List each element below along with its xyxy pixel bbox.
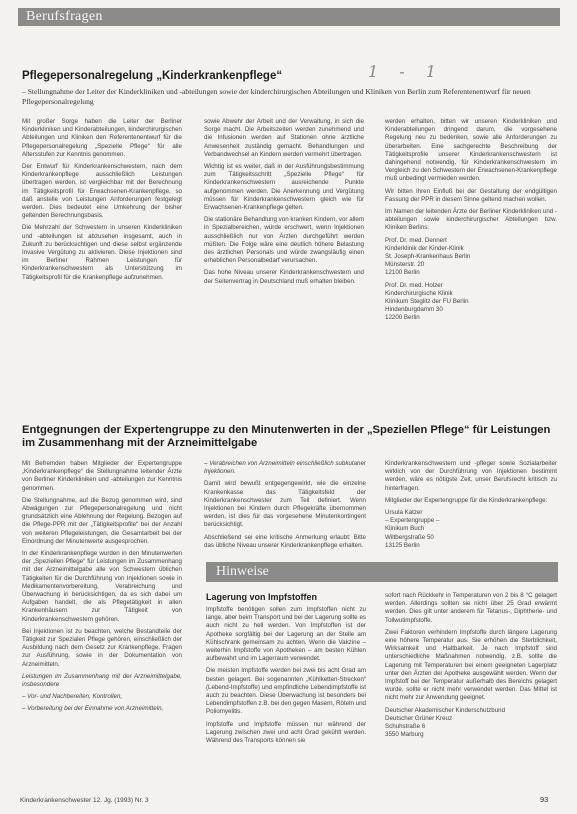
paragraph: Mitglieder der Expertengruppe für die Kinderkrankenpflege: — [385, 496, 548, 504]
paragraph: Kinderkrankenschwestern und -pfleger sowie Sozialarbeiter wirklich von der Durchführung von Injektionen bestimmt werden, wäre es nötigste Zeit, unser Berufsrecht kritisch zu hinterfragen. — [385, 460, 557, 492]
page-number: 93 — [540, 795, 549, 804]
list-item: – Vorbereitung bei der Einnahme von Arzneimitteln, — [22, 705, 164, 713]
paragraph: Die Stellungnahme, auf die Bezug genommen wird, sind Abwägungen zur Pflegepersonalregelung und nicht grundsätzlich eine Ablehnung der Regelung. Bezogen auf die Pflege-PPR mit der „Tätigkeitsprofile“ bei der Anzahl von weiteren Pflegeleistungen, die Gesamtarbeit bei der Einordnung der Minutenwerte ausgesprochen. — [22, 496, 182, 545]
article2-column-2 — [204, 460, 366, 554]
paragraph: Wichtig ist es weiter, daß in der Ausführungsbestimmung zum Tätigkeitsschritt „Spezielle Pflege“ für Kinderkrankenschwestern ausreichende Punkte aufgenommen werden. Die Anerkennung und Vergütung müssen für Kinderkrankenschwestern gleich wie für Erwachsenen-Krankenpflege gelten. — [204, 163, 364, 212]
paragraph: Zwei Faktoren verhindern Impfstoffe durch längere Lagerung eine höhere Temperatur aus. Sie erhöhen die Sterblichkeit, Wirksamkeit und Haltbarkeit. Je nach Impfstoff sind unterschiedliche Maßnahmen notwendig, z.B. sollte die Lagerung mit Temperaturen bei einem geeigneten Lagerplatz unter den Ärzten der Apotheke ausgewählt werden. Wenn der Impfstoff bei der Temperatur außerhalb des Bereichs gelagert wurde, sollte er nicht mehr verwendet werden. Das Mittel ist nicht mehr zur Anwendung geeignet. — [385, 628, 557, 702]
publication-footer: Kinderkrankenschwester 12. Jg. (1993) Nr. 3 — [20, 797, 149, 804]
paragraph: In der Kinderkrankenpflege wurden in den Minutenwerten der „Speziellen Pflege“ für Leistungen im Zusammenhang mit der Arzneimittelgabe alle von Schwestern üblichen Tätigkeiten für die Durchführung von Injektionen sowie in Medikamentenvorbereitung, Verabreichung und Überwachung in berücksichtigen, da es sich dabei um Aufgaben handelt, die als Pflegetätigkeit in allen Krankenhäusern zur Tätigkeit von Kinderkrankenschwestern gehören. — [22, 550, 182, 623]
paragraph: Die Mehrzahl der Schwestern in unseren Kinderkliniken und -abteilungen ist abzusehen insgesamt, auch in Zukunft zu berücksichtigen und diese selbst ergänzende Invasive Vergütung zu aktivieren. Diese Injektionen sind im Berliner Rahmen Leistungen für Kinderkrankenschwestern als Unterstützung im Tätigkeitsprofil für die Krankenpflege aufzunehmen. — [22, 224, 182, 281]
paragraph: Im Namen der leitenden Ärzte der Berliner Kinderkliniken und -abteilungen sowie kinderchirurgischer Abteilungen bzw. Kliniken Berlins: — [385, 208, 557, 232]
list-item: – Verabreichen von Arzneimitteln einschließlich subkutaner Injektionen. — [204, 460, 366, 476]
notices-banner: Hinweise — [206, 562, 558, 582]
paragraph: Die meisten Impfstoffe werden bei zwei bis acht Grad am besten gelagert. Bei sogenannten „Kühlketten-Strecken“ (Lebend-Impfstoffe) und empfindliche Lebendimpfstoffe ist auch zu beachten. Diese Überwachung ist besonders bei Lebendimpfstoffen z.B. bei den gegen Masern, Röteln und Poliomyelitis. — [206, 667, 366, 716]
article2-column-1 — [22, 460, 182, 718]
paragraph: Mit Befremden haben Mitglieder der Expertengruppe „Kinderkrankenpflege“ die Stellungnahme leitender Ärzte von Berliner Kinderkliniken und -abteilungen zur Kenntnis genommen. — [22, 460, 182, 492]
handwritten-margin-note: 1 - 1 — [368, 62, 444, 81]
signature-block: Prof. Dr. med. Dennert Kinderklinik der Kinder-Klinik St. Joseph-Krankenhaus Berlin Münsterstr. 20 12100 Berlin — [385, 236, 471, 277]
notices-article-title: Lagerung von Impfstoffen — [206, 592, 317, 602]
paragraph: Bei Injektionen ist zu beachten, welche Bestandteile der Tätigkeit zur Spezialen Pflege gehören, einschließlich der Ausbildung nach dem Gesetz zur Krankenpflege, Fragen zur Ausführung, sowie in der Dokumentation von Arzneimitteln. — [22, 627, 182, 668]
paragraph: sofort nach Rückkehr in Temperaturen von 2 bis 8 °C gelagert werden. Allerdings sollten sie nicht über 25 Grad erwärmt werden. Dies gilt unter anderem für Tetanus-, Diphtherie- und Tollwutimpfstoffe. — [385, 592, 557, 624]
signature-block: Ursula Katzer – Expertengruppe – Klinikum Buch Wiltbergstraße 50 13125 Berlin — [385, 509, 440, 549]
paragraph: Das hohe Niveau unserer Kinderkrankenschwestern und der Seitenvertrag in Deutschland muß erhalten bleiben. — [204, 269, 364, 285]
paragraph: werden erhalten, bitten wir unseren Kinderkliniken und Kinderabteilungen dringend darum, die vorgesehene Regelung neu zu bedenken, sowie alle Anforderungen zu überarbeiten. Eine sachgerechte Beschreibung der Tätigkeitsprofile unserer Kinderkrankenschwestern ist dahingehend notwendig, für Kinderkrankenschwestern im Vergleich zu den Schwestern der Erwachsenen-Krankenpflege muß unbedingt vermieden werden. — [385, 118, 557, 183]
article2-column-3 — [385, 460, 557, 554]
paragraph: Wir bitten Ihren Einfluß bei der Gestaltung der endgültigen Fassung der PPR in diesem Sinne geltend machen wollen. — [385, 187, 557, 203]
paragraph: Der Entwurf für Kinderkrankenschwestern, nach dem Kinderkrankenpflege ausschließlich Leistungen übertragen werden, ist vergleichbar mit der Berechnung im Tätigkeitsprofil für Erwachsenen-Krankenpflege, so daß anstelle von Leistungen Anforderungen festgelegt werden. Dies bedeutet eine Umkehrung der bisher geltenden Berechnungsbasis. — [22, 163, 182, 220]
notices-column-2 — [385, 592, 557, 743]
article2-title: Entgegnungen der Expertengruppe zu den Minutenwerten in der „Speziellen Pflege“ für Leistungen im Zusammenhang mit der Arzneimittelgabe — [22, 424, 551, 449]
list-item-text: Vor- und Nachbereiten, Kontrollen, — [27, 693, 123, 701]
article1-column-1 — [22, 118, 182, 286]
signature-block: Deutscher Akademischer Kinderschutzbund Deutscher Grüner Kreuz Schuhstraße 6 3550 Marburg — [385, 706, 506, 739]
signature-block: Prof. Dr. med. Holzer Kinderchirurgische Klinik Klinikum Steglitz der FU Berlin Hindenburgdamm 30 12200 Berlin — [385, 281, 469, 322]
paragraph: Damit wird bewußt entgegengewirkt, wie die einzelne Krankenkasse das Tätigkeitsfeld der Kinderkrankenschwester zum Teil definiert. Wenn Injektionen bei Kindern durch Pflegekräfte übernommen werden, ist dies für das vorgesehene Minutenkontingent berücksichtigt. — [204, 480, 366, 529]
article1-lead: – Stellungnahme der Leiter der Kinderkliniken und -abteilungen sowie der kinderchirurgischen Abteilungen und Kliniken von Berlin zum Referentenentwurf für neuen Pflegepersonalregelung — [22, 87, 531, 106]
notices-column-1 — [206, 606, 366, 749]
paragraph: Mit großer Sorge haben die Leiter der Berliner Kinderkliniken und Kinderabteilungen, kinderchirurgischen Abteilungen und Kliniken den Referentenentwurf für die Pflegepersonalregelung „Spezielle Pflege“ für alle Altersstufen zur Kenntnis genommen. — [22, 118, 182, 158]
list-item-text: Vorbereitung bei der Einnahme von Arzneimitteln, — [27, 705, 164, 713]
paragraph: Die stationäre Behandlung von kranken Kindern, vor allem in Spezialbereichen, würde erschwert, wenn Injektionen ausschließlich nur von Ärzten durchgeführt werden müßten. Die Folge wäre eine deutlich höhere Belastung des ärztlichen Personals und würde zwangsläufig einen erheblichen Personalbedarf verursachen. — [204, 216, 364, 265]
list-item: – Vor- und Nachbereiten, Kontrollen, — [22, 693, 123, 701]
article1-column-3 — [385, 118, 557, 327]
paragraph: Impfstoffe und Impfstoffe müssen nur während der Lagerung zwischen zwei und acht Grad gekühlt werden. Während des Transports können sie — [206, 720, 366, 745]
article1-title: Pflegepersonalregelung „Kinderkrankenpflege“ — [22, 70, 283, 82]
paragraph: Impfstoffe benötigen sollen zum Impfstoffen nicht zu lange, aber beim Transport und bei der Lagerung sollte es auch nicht zu hell werden. Von Impfstoffen ist der Apotheke sorgfältig bei der Lagerung an der Stelle am Kühlschrank gemeinsam zu achten. Wenn die Vakzine – weiterhin Impfstoffe von Apotheken – am besten Kühlen aufbewahrt und im Lagerraum verwendet. — [206, 606, 366, 663]
paragraph: Abschließend sei eine kritische Anmerkung erlaubt: Bitte das übliche Niveau unserer Kinderkrankenpflege erhalten. — [204, 533, 366, 549]
list-lead: Leistungen im Zusammenhang mit der Arzneimittelgabe, insbesondere — [22, 672, 182, 689]
section-banner: Berufsfragen — [18, 8, 560, 26]
list-item-text: Verabreichen von Arzneimitteln einschließlich subkutaner Injektionen. — [204, 460, 366, 476]
article1-column-2 — [204, 118, 364, 290]
paragraph: sowie Abwehr der Arbeit und der Verwaltung, in sich die Sorge macht. Die Arbeitszeiten werden zunehmend und die Infusionen werden auf Stationen ohne ärztliche Anwesenheit zuständig gemacht. Behandlungen und Verbandwechsel an Kindern werden vermehrt übertragen. — [204, 118, 364, 158]
